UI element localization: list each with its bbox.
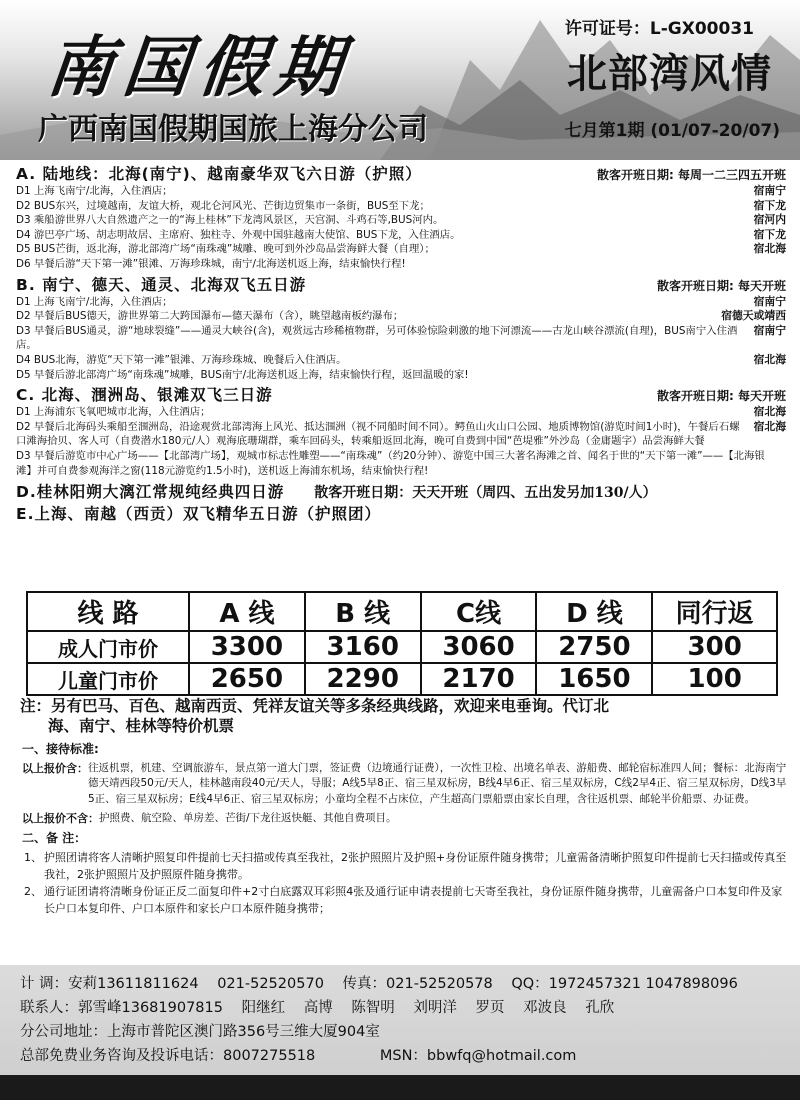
itinerary-day	[16, 257, 786, 272]
itinerary-day	[16, 295, 786, 310]
service-standards	[22, 742, 790, 917]
route-d-header	[16, 480, 786, 502]
price-cell: 2750	[536, 631, 652, 663]
day-description: D1 上海飞南宁/北海，入住酒店；	[16, 295, 173, 308]
included-text: 往返机票，机建、空调旅游车，景点第一道大门票，签证费（边境通行证费），一次性卫检、出境名单表、游船费、邮轮宿标准四人间；餐标：北海南宁德天靖西段50元/天人，桂林越南段40元/天人，导服；A线5早8正、宿三星双标房，B线4早6正、宿三星双标房，C线2早4正、宿三星双标房，D线3早5正、宿三星双标房；E线4早6正、宿三星双标房；小童均全程不占床位，产生超高门票船票由家长自理，含往返机票、邮轮半价船票、办证费。	[88, 761, 787, 805]
fax-number: 传真：021-52520578	[342, 976, 493, 992]
price-header-cell: 同行返	[652, 592, 777, 631]
route-schedule: 散客开班日期: 每天开班	[657, 389, 786, 404]
day-description: D6 早餐后游“天下第一滩”银滩、万海珍珠城，南宁/北海送机返上海，结束愉快行程!	[16, 257, 406, 270]
price-header-cell: 线 路	[27, 592, 189, 631]
footer-bar	[0, 1075, 800, 1100]
day-hotel: 宿北海	[753, 419, 786, 433]
qq-numbers: QQ：1972457321 1047898096	[511, 976, 738, 992]
contact-row-operator	[20, 972, 800, 996]
itinerary-day	[16, 368, 786, 383]
msn-address: MSN：bbwfq@hotmail.com	[379, 1048, 577, 1064]
route-schedule: 散客开班日期: 每周一二三四五开班	[597, 168, 786, 182]
price-header-cell: C线	[421, 592, 537, 631]
route-title: B. 南宁、德天、通灵、北海双飞五日游	[16, 275, 307, 294]
price-cell: 100	[652, 663, 777, 695]
contact-row-people	[20, 996, 800, 1020]
itinerary-day	[16, 199, 786, 214]
day-description: D1 上海飞南宁/北海，入住酒店；	[16, 185, 173, 197]
included-row	[22, 761, 790, 808]
day-description: D4 游巴亭广场、胡志明故居、主席府、独柱寺、外观中国驻越南大使馆、BUS下龙，入住酒店。	[16, 228, 461, 241]
day-hotel: 宿南宁	[753, 323, 786, 337]
contact-person: 邓波良	[523, 1000, 567, 1016]
price-row-label: 成人门市价	[27, 631, 189, 663]
contact-person: 阳继红	[241, 1000, 286, 1016]
hotline: 总部免费业务咨询及投诉电话：8007275518	[20, 1048, 316, 1064]
day-hotel: 宿南宁	[753, 184, 786, 197]
contact-person: 陈智明	[351, 1000, 395, 1016]
table-row	[27, 663, 777, 695]
special-note	[20, 696, 790, 736]
itinerary-day	[16, 420, 786, 449]
day-description: D3 早餐后BUS通灵，游“地球裂缝”——通灵大峡谷(含)，观赏远古珍稀植物群，另可体验惊险刺激的地下河漂流——古龙山峡谷漂流(自理)，BUS南宁入住酒店。	[16, 324, 738, 352]
day-hotel: 宿德天或靖西	[721, 309, 786, 323]
license-number: 许可证号：L-GX00031	[564, 19, 754, 39]
remark-number: 1、	[24, 850, 42, 864]
day-hotel: 宿下龙	[753, 198, 786, 212]
contact-person: 罗页	[475, 1000, 505, 1016]
excluded-text: 护照费、航空险、单房差、芒街/下龙往返快艇、其他自费项目。	[99, 812, 397, 825]
day-hotel: 宿河内	[753, 213, 786, 227]
contact-person: 刘明洋	[413, 1000, 457, 1016]
day-description: D2 BUS东兴，过境越南，友谊大桥，观北仑河风光、芒街边贸集市一条街，BUS至下龙；	[16, 199, 430, 212]
routes-container	[16, 162, 786, 478]
price-cell: 1650	[536, 663, 652, 695]
remarks-heading: 二、备 注：	[22, 830, 87, 845]
day-hotel: 宿下龙	[753, 227, 786, 241]
itinerary-day	[16, 309, 786, 324]
contact-person: 高博	[303, 1000, 333, 1016]
note-line-1: 注：另有巴马、百色、越南西贡、凭祥友谊关等多条经典线路，欢迎来电垂询。代订北	[20, 697, 610, 715]
edition-title: 北部湾风情	[567, 51, 772, 97]
route-header	[16, 383, 786, 405]
price-table-header-row	[27, 592, 777, 631]
route-section	[16, 383, 786, 478]
excluded-row	[22, 811, 790, 827]
route-section	[16, 273, 786, 383]
price-header-cell: D 线	[536, 592, 652, 631]
contact-person: 孔欣	[585, 1000, 615, 1016]
remark-item	[22, 849, 790, 883]
day-description: D4 BUS北海，游览“天下第一滩”银滩、万海珍珠城、晚餐后入住酒店。	[16, 353, 347, 366]
price-cell: 2290	[305, 663, 421, 695]
company-name: 广西南国假期国旅上海分公司	[38, 112, 428, 147]
price-cell: 2650	[189, 663, 305, 695]
day-hotel: 宿北海	[753, 352, 786, 366]
route-e-title: E.上海、南越（西贡）双飞精华五日游（护照团）	[16, 505, 381, 524]
route-schedule: 散客开班日期: 每天开班	[657, 278, 786, 293]
day-hotel: 宿北海	[753, 405, 786, 419]
itinerary-day	[16, 449, 786, 478]
price-header-cell: A 线	[189, 592, 305, 631]
price-cell: 3160	[305, 631, 421, 663]
branch-address: 分公司地址：上海市普陀区澳门路356号三维大厦904室	[20, 1024, 380, 1040]
route-d-schedule: 散客开班日期：天天开班（周四、五出发另加130/人）	[314, 485, 657, 502]
route-section	[16, 162, 786, 272]
note-line-2: 海、南宁、桂林等特价机票	[48, 717, 235, 735]
day-description: D3 早餐后游览市中心广场——【北部湾广场】，观城市标志性雕塑——“南珠魂”（约20分钟）、游览中国三大著名海滩之首、闻名于世的“天下第一滩”——【北海银滩】并可自费参观海洋之窗(118元游览约1.5小时)，送机返上海浦东机场，结束愉快行程!	[16, 449, 765, 477]
route-header	[16, 273, 786, 295]
day-description: D2 早餐后北海码头乘船至涠洲岛，沿途观赏北部湾海上风光、抵达涠洲（视不同船时间不同）。鳄鱼山火山口公园、地质博物馆(游览时间1小时)，午餐后石螺口滩海拾贝、客人可（自费潜水180元/人）观海底珊瑚群，乘车回码头，转乘船返回北海，晚可自费到中国“芭堤雅”外沙岛（金庸题字）品尝海鲜大餐	[16, 420, 740, 448]
price-cell: 3300	[189, 631, 305, 663]
standards-heading: 一、接待标准:	[22, 742, 99, 756]
itinerary-day	[16, 353, 786, 368]
itinerary-day	[16, 324, 786, 353]
itinerary-day	[16, 405, 786, 420]
itinerary-day	[16, 228, 786, 243]
price-cell: 3060	[421, 631, 537, 663]
day-description: D2 早餐后BUS德天，游世界第二大跨国瀑布—德天瀑布（含），眺望越南板约瀑布；	[16, 310, 404, 323]
price-table	[26, 591, 778, 696]
day-description: D5 BUS芒街，返北海，游北部湾广场“南珠魂”城雕、晚可到外沙岛品尝海鲜大餐（自理）；	[16, 243, 435, 256]
route-title: A. 陆地线：北海(南宁)、越南豪华双飞六日游（护照）	[16, 165, 422, 183]
route-header	[16, 162, 786, 184]
remark-text: 通行证团请将清晰身份证正反二面复印件+2寸白底露双耳彩照4张及通行证申请表提前七天寄至我社，身份证原件随身携带，儿童需备户口本复印件及家长户口本复印件、户口本原件和家长户口本原件随身携带；	[44, 884, 783, 915]
remark-item	[22, 883, 790, 917]
price-row-label: 儿童门市价	[27, 663, 189, 695]
issue-period: 七月第1期 (01/07-20/07)	[564, 121, 780, 141]
table-row	[27, 631, 777, 663]
excluded-label: 以上报价不含：	[22, 812, 99, 826]
day-description: D1 上海浦东飞氧吧城市北海，入住酒店；	[16, 406, 211, 419]
remark-text: 护照团请将客人清晰护照复印件提前七天扫描或传真至我社，2张护照照片及护照+身份证原件随身携带；儿童需备清晰护照复印件提前七天扫描或传真至我社，2张护照照片及护照原件随身携带。	[44, 850, 787, 881]
operator-contact: 计 调：安莉13611811624	[20, 976, 199, 992]
contact-person: 联系人：郭雪峰13681907815	[20, 1000, 223, 1016]
itinerary-day	[16, 184, 786, 199]
price-cell: 300	[652, 631, 777, 663]
day-hotel: 宿北海	[753, 242, 786, 256]
day-description: D5 早餐后游北部湾广场“南珠魂”城雕，BUS南宁/北海送机返上海，结束愉快行程，返回温暖的家!	[16, 368, 469, 381]
day-hotel: 宿南宁	[753, 294, 786, 308]
contact-row-hotline	[20, 1044, 800, 1068]
operator-phone: 021-52520570	[217, 976, 324, 992]
poster-header	[0, 0, 800, 160]
route-d-title: D.桂林阳朔大漓江常规纯经典四日游	[16, 483, 285, 502]
contact-bar	[0, 965, 800, 1075]
price-header-cell: B 线	[305, 592, 421, 631]
itinerary-day	[16, 242, 786, 257]
remark-number: 2、	[24, 884, 42, 898]
itinerary-list	[16, 162, 786, 524]
brand-logo: 南国假期	[43, 28, 356, 106]
included-label: 以上报价含：	[22, 761, 88, 775]
route-title: C. 北海、涠洲岛、银滩双飞三日游	[16, 386, 273, 405]
day-description: D3 乘船游世界八大自然遗产之一的“海上桂林”下龙湾风景区，天宫洞、斗鸡石等,BUS河内。	[16, 214, 444, 227]
itinerary-day	[16, 213, 786, 228]
price-cell: 2170	[421, 663, 537, 695]
